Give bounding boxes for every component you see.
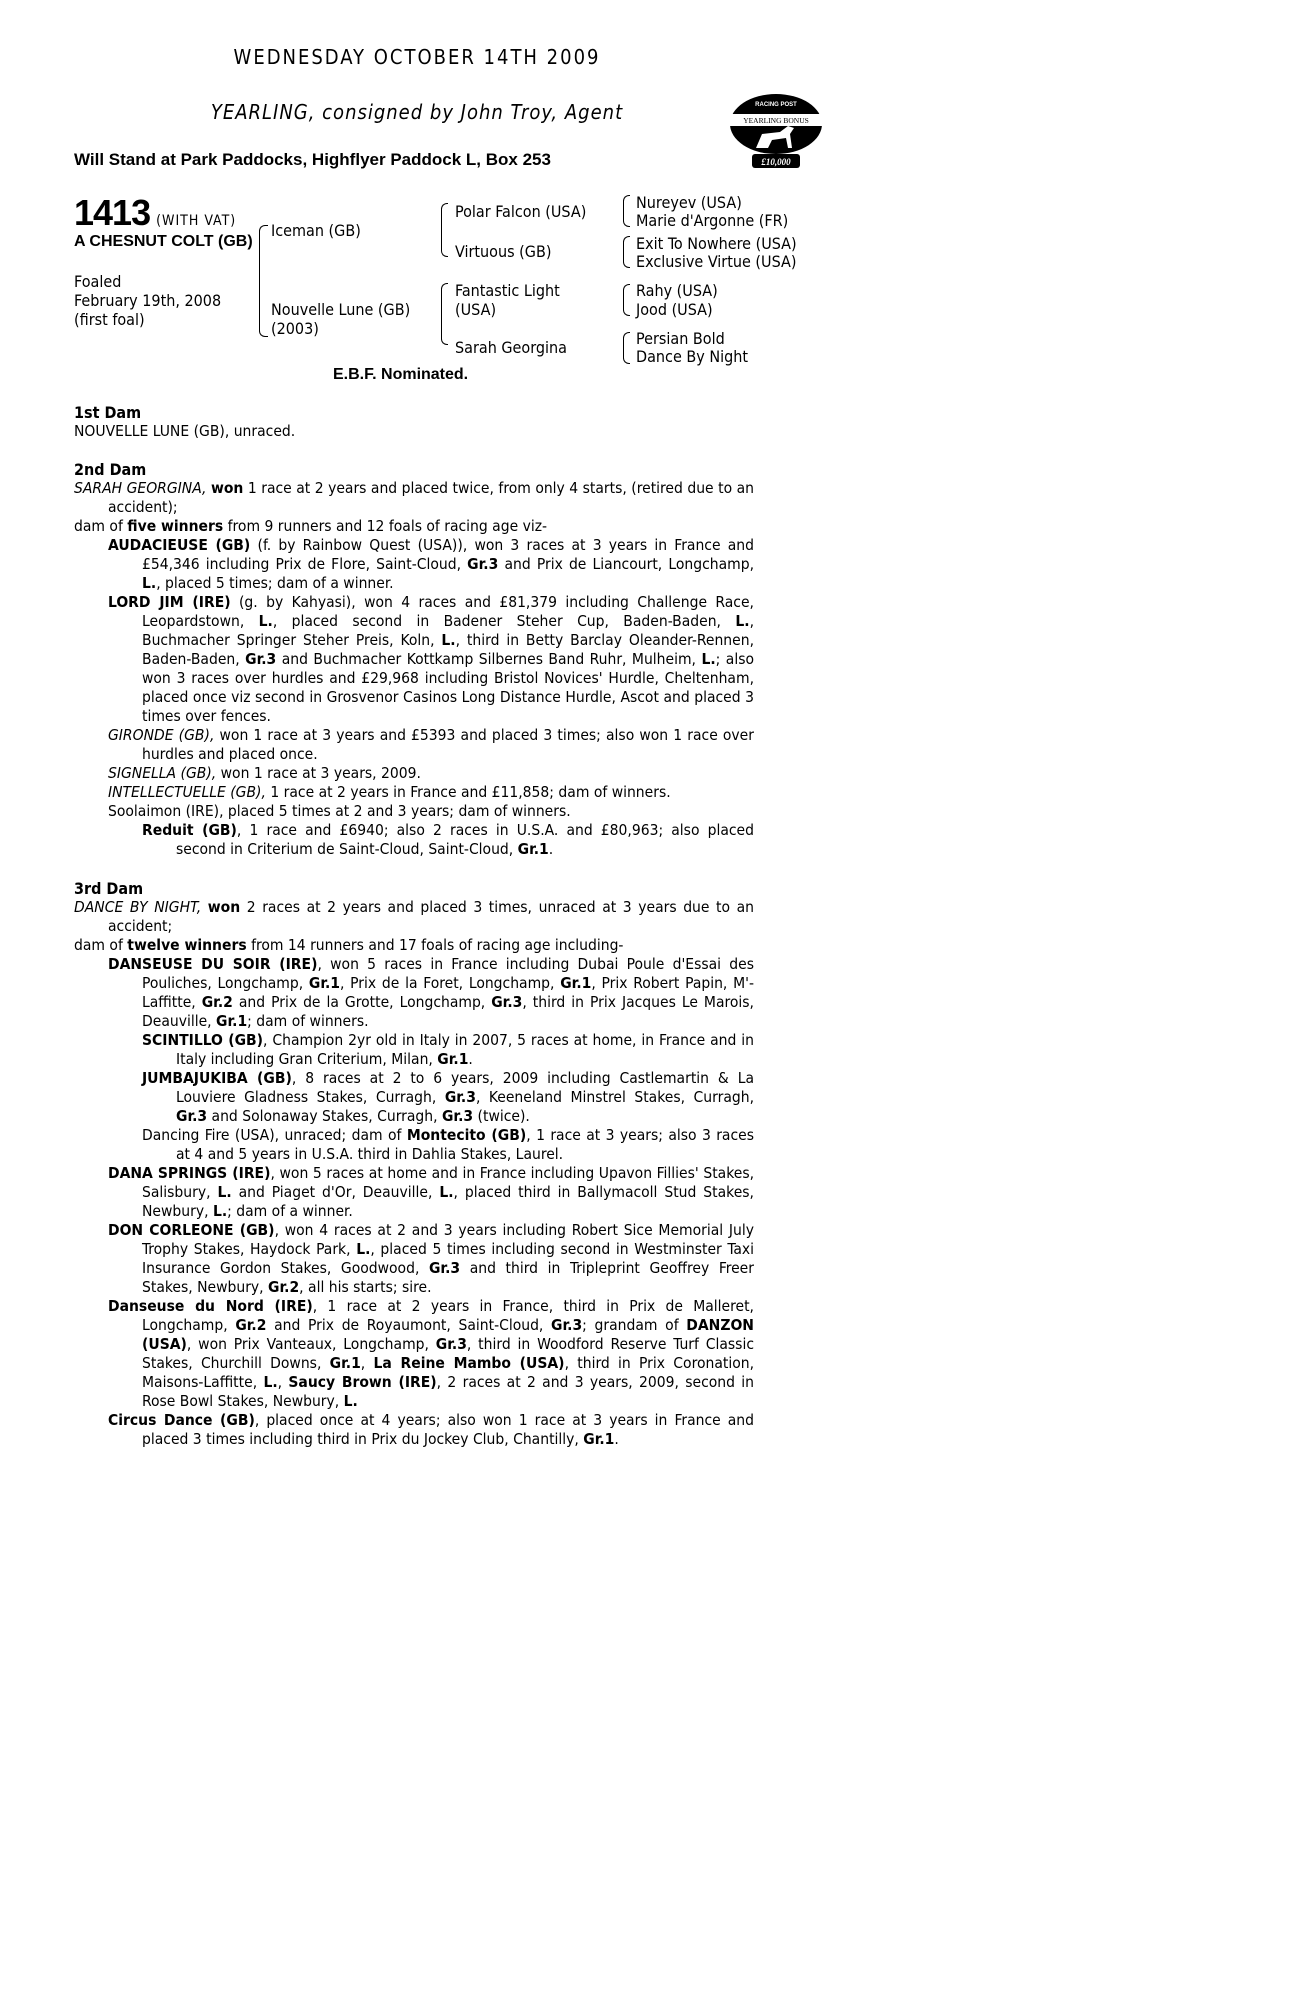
text: . (614, 1430, 619, 1448)
pedigree-sire-dam: Virtuous (GB) (455, 242, 552, 261)
text: , 1 race at 3 years; also 3 races at 4 and 5 years in U.S.A. third in Dahlia Stakes, Laurel. (176, 1126, 754, 1163)
text: , Prix Robert Papin, M'-Laffitte, (142, 974, 754, 1011)
text: , all his starts; sire. (299, 1278, 432, 1296)
pedigree-brace-g1 (623, 195, 630, 227)
progeny-soolaimon: Soolaimon (IRE), placed 5 times at 2 and 3 years; dam of winners. (108, 802, 571, 820)
text: , third in Prix Jacques Le Marois, Deauville, (142, 993, 754, 1030)
third-dam-heading: 3rd Dam (74, 879, 144, 898)
pedigree-gen3-4: Exclusive Virtue (USA) (636, 252, 797, 271)
horse-name: La Reine Mambo (USA) (373, 1354, 565, 1372)
pedigree-brace-dam (441, 283, 448, 345)
first-dam-heading: 1st Dam (74, 403, 142, 422)
text: , 8 races at 2 to 6 years, 2009 including Castlemartin & La Louviere Gladness Stakes, Curragh, (176, 1069, 755, 1106)
pedigree-dam-dam: Sarah Georgina (455, 338, 567, 357)
second-dam-line: 1 race at 2 years and placed twice, from only 4 starts, (retired due to an accident); (108, 479, 754, 516)
grade: L. (217, 1183, 232, 1201)
text: from 14 runners and 17 foals of racing age including- (246, 936, 624, 954)
text: and Prix de la Grotte, Longchamp, (232, 993, 492, 1011)
pedigree-gen3-8: Dance By Night (636, 347, 749, 366)
text: (f. by Rainbow Quest (USA)), won 3 races at 3 years in France and £54,346 including Prix de Flore, Saint-Cloud, (142, 536, 755, 573)
badge-top-text: RACING POST (755, 102, 797, 108)
grade: Gr.1 (583, 1430, 615, 1448)
horse-name: Reduit (GB) (142, 821, 237, 839)
second-dam-name: SARAH GEORGINA, (74, 479, 207, 497)
text: , Champion 2yr old in Italy in 2007, 5 races at home, in France and in Italy including Gran Criterium, Milan, (176, 1031, 754, 1068)
text: , placed second in Badener Steher Cup, Baden-Baden, (272, 612, 736, 630)
won-label: won (207, 898, 241, 916)
grade: L. (735, 612, 750, 630)
third-dam-dam-of (74, 936, 754, 955)
foaled-label: Foaled (74, 272, 122, 291)
horse-name: JUMBAJUKIBA (GB) (142, 1069, 292, 1087)
text: , placed third in Ballymacoll Stud Stakes, Newbury, (142, 1183, 754, 1220)
pedigree-gen3-1: Nureyev (USA) (636, 193, 742, 212)
won-label: won (210, 479, 244, 497)
text: won 1 race at 3 years, 2009. (216, 764, 421, 782)
ebf-nominated: E.B.F. Nominated. (333, 366, 469, 383)
third-dam-intro (74, 898, 754, 936)
text: , won 4 races at 2 and 3 years including Robert Sice Memorial July Trophy Stakes, Haydock Park, (142, 1221, 754, 1258)
grade: Gr.1 (560, 974, 592, 992)
progeny-intellectuelle (74, 783, 754, 802)
grade: Gr.1 (308, 974, 340, 992)
text: Dancing Fire (USA), unraced; dam of (142, 1126, 407, 1144)
grade: Gr.3 (491, 993, 523, 1011)
grade: L. (439, 1183, 454, 1201)
first-dam-text: NOUVELLE LUNE (GB), unraced. (74, 422, 296, 440)
grade: Gr.1 (329, 1354, 361, 1372)
third-dam-name: DANCE BY NIGHT, (74, 898, 202, 916)
text: ; grandam of (582, 1316, 687, 1334)
text: , won Prix Vanteaux, Longchamp, (186, 1335, 436, 1353)
lot-heading (74, 192, 236, 234)
second-dam-intro (74, 479, 754, 517)
grade: L. (701, 650, 716, 668)
horse-name: GIRONDE (GB), (108, 726, 215, 744)
lot-number: 1413 (74, 192, 151, 233)
pedigree-gen3-6: Jood (USA) (636, 300, 713, 319)
text: , placed once at 4 years; also won 1 race at 3 years in France and placed 3 times including third in Prix du Jockey Club, Chantilly, (142, 1411, 755, 1448)
text: . (468, 1050, 473, 1068)
foaled-date: February 19th, 2008 (74, 291, 222, 310)
grade: Gr.1 (437, 1050, 469, 1068)
horse-name: SIGNELLA (GB), (108, 764, 217, 782)
grade: Gr.2 (235, 1316, 267, 1334)
sale-date: WEDNESDAY OCTOBER 14TH 2009 (233, 45, 601, 69)
horse-name: Montecito (GB) (406, 1126, 527, 1144)
text: , won 5 races in France including Dubai Poule d'Essai des Pouliches, Longchamp, (142, 955, 754, 992)
horse-name: DANZON (USA) (142, 1316, 754, 1353)
text: dam of (74, 936, 128, 954)
text: , Buchmacher Springer Steher Preis, Koln, (142, 612, 754, 649)
yearling-bonus-badge (722, 90, 830, 170)
text: twelve winners (127, 936, 247, 954)
grade: Gr.3 (467, 555, 499, 573)
grade: Gr.1 (517, 840, 549, 858)
text: from 9 runners and 12 foals of racing age viz- (223, 517, 548, 535)
text: dam of (74, 517, 128, 535)
text: (twice). (473, 1107, 530, 1125)
pedigree-brace-g4 (623, 332, 630, 364)
text: ; dam of winners. (247, 1012, 369, 1030)
pedigree-gen3-3: Exit To Nowhere (USA) (636, 234, 797, 253)
first-dam-section (74, 403, 754, 441)
text: five winners (127, 517, 224, 535)
progeny-dancing-fire (74, 1126, 754, 1164)
pedigree-gen3-7: Persian Bold (636, 329, 725, 348)
text: , 1 race at 2 years in France, third in Prix de Malleret, Longchamp, (142, 1297, 754, 1334)
text: , (360, 1354, 374, 1372)
horse-name: Circus Dance (GB) (108, 1411, 255, 1429)
third-dam-line: 2 races at 2 years and placed 3 times, unraced at 3 years due to an accident; (108, 898, 755, 935)
text: ; also won 3 races over hurdles and £29,968 including Bristol Novices' Hurdle, Cheltenham, placed once viz second in Grosvenor Casinos Long Distance Hurdle, Ascot and placed 3 times over fences. (142, 650, 754, 725)
progeny-signella (74, 764, 754, 783)
grade: Gr.3 (435, 1335, 467, 1353)
text: and Buchmacher Kottkamp Silbernes Band Ruhr, Mulheim, (276, 650, 702, 668)
badge-middle-text: YEARLING BONUS (743, 116, 809, 125)
pedigree-brace-main (259, 225, 268, 337)
grade: Gr.3 (551, 1316, 583, 1334)
lot-vat: (WITH VAT) (156, 213, 237, 229)
horse-name: SCINTILLO (GB) (142, 1031, 264, 1049)
pedigree-dam-sire: Fantastic Light (USA) (455, 281, 560, 319)
badge-bottom-text: £10,000 (761, 157, 791, 167)
text: 1 race at 2 years in France and £11,858; dam of winners. (265, 783, 671, 801)
third-dam-section (74, 879, 754, 1449)
horse-name: Danseuse du Nord (IRE) (108, 1297, 313, 1315)
horse-name: DANSEUSE DU SOIR (IRE) (108, 955, 318, 973)
grade: Gr.3 (176, 1107, 208, 1125)
text: won 1 race at 3 years and £5393 and placed 3 times; also won 1 race over hurdles and placed once. (142, 726, 754, 763)
text: , won 5 races at home and in France including Upavon Fillies' Stakes, Salisbury, (142, 1164, 755, 1201)
lot-description: A CHESNUT COLT (GB) (74, 233, 253, 250)
progeny-audacieuse (74, 536, 754, 593)
grade: L. (343, 1392, 358, 1410)
text: , (277, 1373, 289, 1391)
progeny-danseuse-du-nord (74, 1297, 754, 1411)
progeny-circus-dance (74, 1411, 754, 1449)
horse-name: DON CORLEONE (GB) (108, 1221, 275, 1239)
text: and third in Tripleprint Geoffrey Freer Stakes, Newbury, (142, 1259, 754, 1296)
pedigree-gen3-2: Marie d'Argonne (FR) (636, 211, 789, 230)
horse-name: DANA SPRINGS (IRE) (108, 1164, 271, 1182)
text: , 1 race and £6940; also 2 races in U.S.A. and £80,963; also placed second in Criterium de Saint-Cloud, Saint-Cloud, (176, 821, 754, 858)
horse-name: LORD JIM (IRE) (108, 593, 231, 611)
consignment-line: YEARLING, consigned by John Troy, Agent (210, 100, 624, 124)
pedigree-sire-sire: Polar Falcon (USA) (455, 202, 587, 221)
progeny-dana-springs (74, 1164, 754, 1221)
text: and Prix de Royaumont, Saint-Cloud, (266, 1316, 552, 1334)
pedigree-brace-sire (441, 203, 448, 257)
progeny-danseuse-du-soir (74, 955, 754, 1031)
grade: Gr.3 (245, 650, 277, 668)
progeny-lord-jim (74, 593, 754, 726)
text: (g. by Kahyasi), won 4 races and £81,379 including Challenge Race, Leopardstown, (142, 593, 754, 630)
horse-name: AUDACIEUSE (GB) (108, 536, 251, 554)
text: and Prix de Liancourt, Longchamp, (498, 555, 754, 573)
progeny-don-corleone (74, 1221, 754, 1297)
text: , Keeneland Minstrel Stakes, Curragh, (475, 1088, 754, 1106)
grade: Gr.3 (441, 1107, 474, 1125)
text: , Prix de la Foret, Longchamp, (340, 974, 561, 992)
grade: L. (212, 1202, 228, 1220)
text: and Solonaway Stakes, Curragh, (207, 1107, 442, 1125)
pedigree-sire: Iceman (GB) (271, 221, 361, 240)
grade: L. (263, 1373, 278, 1391)
second-dam-section (74, 460, 754, 859)
horse-name: INTELLECTUELLE (GB), (108, 783, 266, 801)
foal-note: (first foal) (74, 310, 145, 329)
pedigree-dam: Nouvelle Lune (GB) (2003) (271, 300, 411, 338)
text: . (548, 840, 554, 858)
second-dam-heading: 2nd Dam (74, 460, 147, 479)
text: , 2 races at 2 and 3 years, 2009, second in Rose Bowl Stakes, Newbury, (142, 1373, 754, 1410)
progeny-scintillo (74, 1031, 754, 1069)
second-dam-dam-of (74, 517, 754, 536)
grade: Gr.3 (428, 1259, 461, 1277)
grade: Gr.1 (216, 1012, 248, 1030)
grade: L. (356, 1240, 371, 1258)
text: , third in Prix Coronation, Maisons-Laffitte, (142, 1354, 755, 1391)
pedigree-gen3-5: Rahy (USA) (636, 281, 718, 300)
text: , third in Woodford Reserve Turf Classic Stakes, Churchill Downs, (142, 1335, 754, 1372)
text: ; dam of a winner. (227, 1202, 353, 1220)
grade: Gr.3 (444, 1088, 476, 1106)
location-line: Will Stand at Park Paddocks, Highflyer Paddock L, Box 253 (74, 150, 551, 169)
grade: L. (142, 574, 157, 592)
pedigree-brace-g2 (623, 236, 630, 268)
horse-name: Saucy Brown (IRE) (288, 1373, 437, 1391)
grade: Gr.2 (201, 993, 233, 1011)
text: , third in Betty Barclay Oleander-Rennen, Baden-Baden, (142, 631, 754, 668)
lot-foaled (74, 272, 254, 329)
text: and Piaget d'Or, Deauville, (231, 1183, 440, 1201)
progeny-jumbajukiba (74, 1069, 754, 1126)
progeny-reduit (74, 821, 754, 859)
grade: L. (441, 631, 456, 649)
progeny-gironde (74, 726, 754, 764)
grade: Gr.2 (268, 1278, 300, 1296)
text: , placed 5 times; dam of a winner. (156, 574, 394, 592)
text: , placed 5 times including second in Westminster Taxi Insurance Gordon Stakes, Goodwood, (142, 1240, 754, 1277)
pedigree-brace-g3 (623, 284, 630, 316)
grade: L. (258, 612, 273, 630)
